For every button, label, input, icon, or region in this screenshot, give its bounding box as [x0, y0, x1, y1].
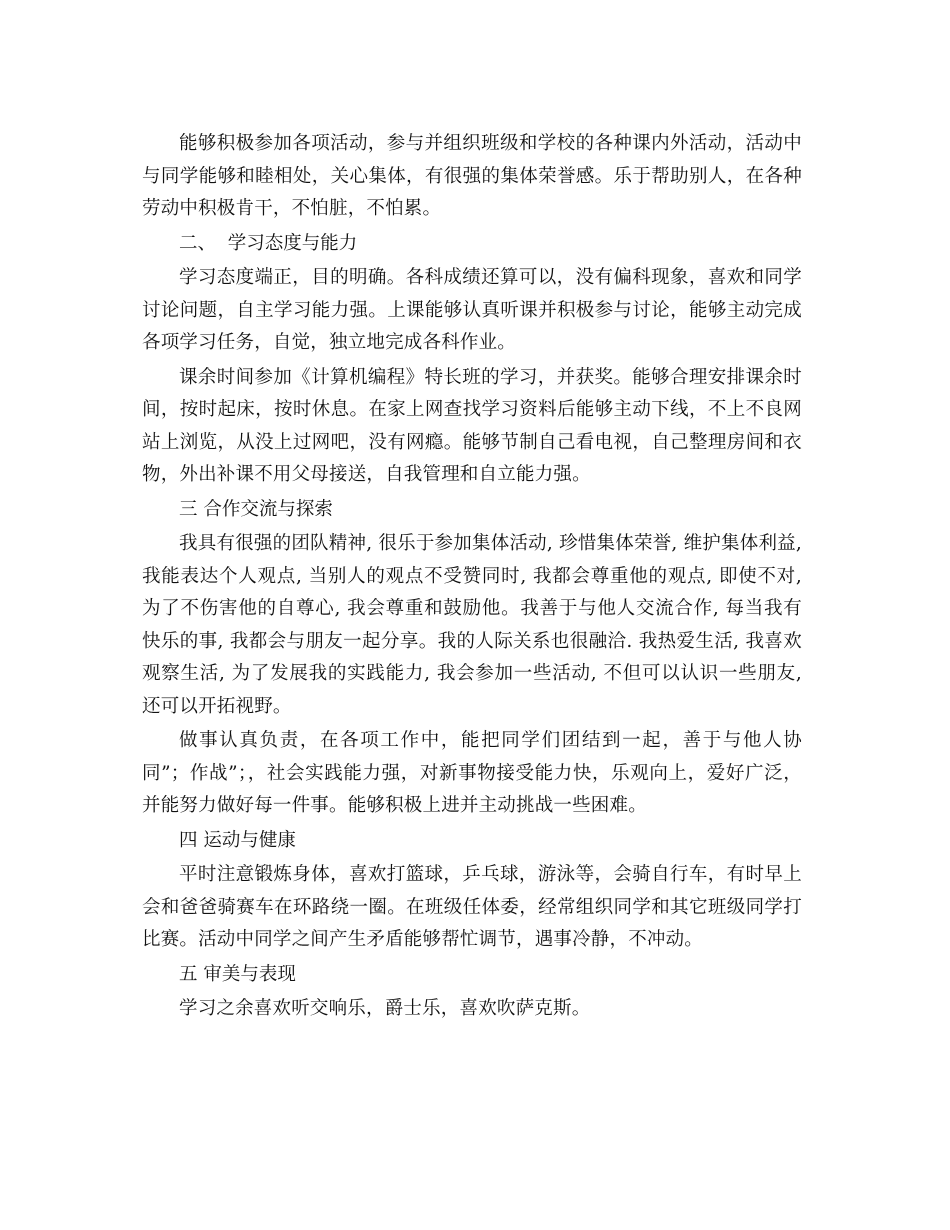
- paragraph-music: 学习之余喜欢听交响乐，爵士乐，喜欢吹萨克斯。: [179, 998, 591, 1019]
- paragraph-responsibility: 做事认真负责，在各项工作中，能把同学们团结到一起，善于与他人协同”；作战”；，社会实践能力强，对新事物接受能力快，乐观向上，爱好广泛，并能努力做好每一件事。能够积极上进并主动挑战一些困难。: [142, 730, 802, 816]
- paragraph-spare-time: 课余时间参加《计算机编程》特长班的学习，并获奖。能够合理安排课余时间，按时起床，按时休息。在家上网查找学习资料后能够主动下线，不上不良网站上浏览，从没上过网吧，没有网瘾。能够节制自己看电视，自己整理房间和衣物，外出补课不用父母接送，自我管理和自立能力强。: [142, 366, 802, 485]
- section-heading-sports-health: 四 运动与健康: [179, 829, 296, 851]
- section-heading-study-attitude: 二、 学习态度与能力: [179, 232, 358, 254]
- section-heading-cooperation: 三 合作交流与探索: [179, 498, 333, 520]
- document-body: [142, 128, 802, 1028]
- paragraph-study-attitude: 学习态度端正，目的明确。各科成绩还算可以，没有偏科现象，喜欢和同学讨论问题，自主学习能力强。上课能够认真听课并积极参与讨论，能够主动完成各项学习任务，自觉，独立地完成各科作业。: [142, 267, 802, 353]
- paragraph-team-spirit: 我具有很强的团队精神, 很乐于参加集体活动, 珍惜集体荣誉, 维护集体利益, 我能表达个人观点, 当别人的观点不受赞同时, 我都会尊重他的观点, 即使不对, 为了不伤害他的自尊心, 我会尊重和鼓励他。我善于与他人交流合作, 每当我有快乐的事, 我都会与朋友一起分享。我的人际关系也很融洽. 我热爱生活, 我喜欢观察生活, 为了发展我的实践能力, 我会参加一些活动, 不但可以认识一些朋友, 还可以开拓视野。: [142, 533, 802, 717]
- paragraph-sports: 平时注意锻炼身体，喜欢打篮球，乒乓球，游泳等，会骑自行车，有时早上会和爸爸骑赛车在环路绕一圈。在班级任体委，经常组织同学和其它班级同学打比赛。活动中同学之间产生矛盾能够帮忙调节，遇事冷静，不冲动。: [142, 864, 802, 950]
- section-heading-aesthetics: 五 审美与表现: [179, 963, 296, 985]
- paragraph-activities: 能够积极参加各项活动，参与并组织班级和学校的各种课内外活动，活动中与同学能够和睦相处，关心集体，有很强的集体荣誉感。乐于帮助别人，在各种劳动中积极肯干，不怕脏，不怕累。: [142, 133, 802, 219]
